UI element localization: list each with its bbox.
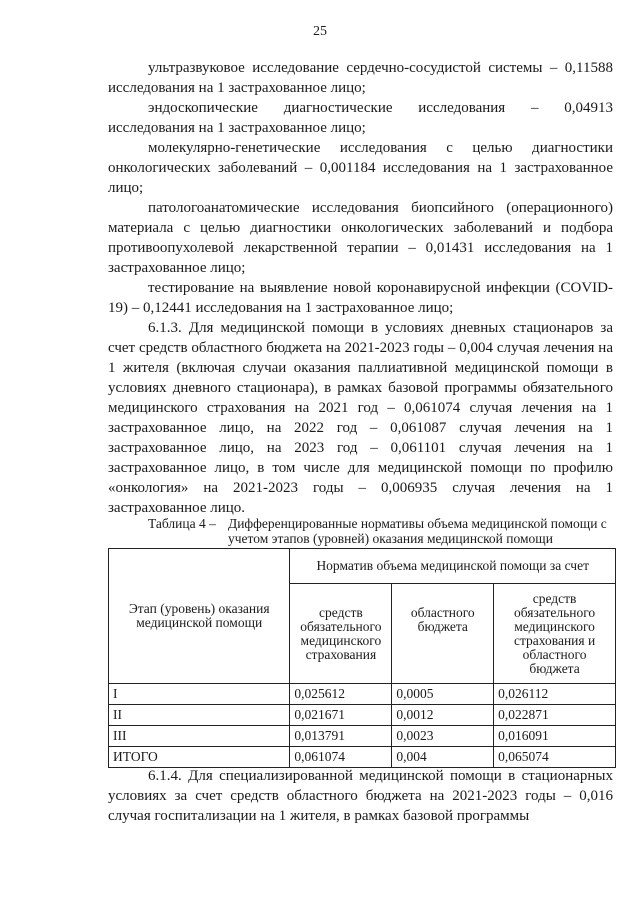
cell-budget: 0,0012: [392, 705, 494, 726]
cell-budget: 0,0005: [392, 684, 494, 705]
cell-total: 0,065074: [494, 747, 616, 768]
cell-oms: 0,061074: [290, 747, 392, 768]
table-caption-text: Дифференцированные нормативы объема медицинской помощи с учетом этапов (уровней) оказания медицинской помощи: [228, 516, 607, 546]
cell-stage: III: [109, 726, 290, 747]
table-header-row: [109, 549, 616, 584]
header-col-budget: областного бюджета: [392, 584, 494, 684]
cell-oms: 0,025612: [290, 684, 392, 705]
paragraph: патологоанатомические исследования биопсийного (операционного) материала с целью диагностики онкологических заболеваний и подбора противоопухолевой лекарственной терапии – 0,01431 исследования на 1 застрахованное лицо;: [108, 200, 613, 276]
cell-stage: ИТОГО: [109, 747, 290, 768]
page-number: 25: [313, 24, 327, 39]
header-col-oms: средств обязательного медицинского страхования: [290, 584, 392, 684]
paragraph: 6.1.3. Для медицинской помощи в условиях дневных стационаров за счет средств областного бюджета на 2021-2023 годы – 0,004 случая лечения на 1 жителя (включая случаи оказания паллиативной медицинской помощи в условиях дневного стационара), в рамках базовой программы обязательного медицинского страхования на 2021 год – 0,061074 случая лечения на 1 застрахованное лицо, на 2022 год – 0,061087 случая лечения на 1 застрахованное лицо, на 2023 год – 0,061101 случая лечения на 1 застрахованное лицо, в том числе для медицинской помощи по профилю «онкология» на 2021-2023 годы – 0,006935 случая лечения на 1 застрахованное лицо.: [108, 320, 613, 516]
body-text-top: [108, 58, 613, 518]
table-row: [109, 684, 616, 705]
norms-table: [108, 548, 616, 768]
cell-total: 0,026112: [494, 684, 616, 705]
paragraph: 6.1.4. Для специализированной медицинской помощи в стационарных условиях за счет средств областного бюджета на 2021-2023 годы – 0,016 случая госпитализации на 1 жителя, в рамках базовой программы: [108, 768, 613, 824]
body-text-bottom: [108, 766, 613, 826]
paragraph: эндоскопические диагностические исследования – 0,04913 исследования на 1 застрахованное лицо;: [108, 100, 613, 136]
header-group: Норматив объема медицинской помощи за счет: [290, 549, 616, 584]
table-caption-label: Таблица 4 –: [148, 516, 216, 531]
cell-budget: 0,004: [392, 747, 494, 768]
cell-stage: I: [109, 684, 290, 705]
header-stage: Этап (уровень) оказания медицинской помощи: [109, 549, 290, 684]
cell-stage: II: [109, 705, 290, 726]
cell-total: 0,016091: [494, 726, 616, 747]
paragraph: молекулярно-генетические исследования с целью диагностики онкологических заболеваний – 0,001184 исследования на 1 застрахованное лицо;: [108, 140, 613, 196]
cell-budget: 0,0023: [392, 726, 494, 747]
cell-oms: 0,021671: [290, 705, 392, 726]
header-col-total: средств обязательного медицинского страхования и областного бюджета: [494, 584, 616, 684]
cell-total: 0,022871: [494, 705, 616, 726]
table-row-total: [109, 747, 616, 768]
paragraph: ультразвуковое исследование сердечно-сосудистой системы – 0,11588 исследования на 1 застрахованное лицо;: [108, 60, 613, 96]
paragraph: тестирование на выявление новой коронавирусной инфекции (COVID-19) – 0,12441 исследования на 1 застрахованное лицо;: [108, 280, 613, 316]
cell-oms: 0,013791: [290, 726, 392, 747]
table-row: [109, 726, 616, 747]
table-row: [109, 705, 616, 726]
